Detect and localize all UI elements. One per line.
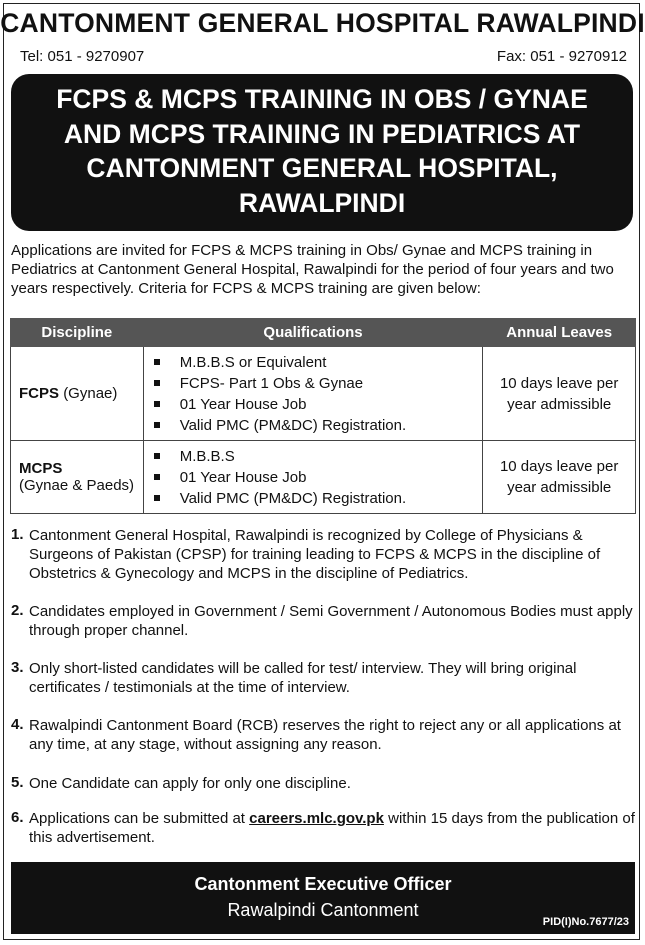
leave-line: 10 days leave per — [499, 374, 619, 392]
careers-link[interactable]: careers.mlc.gov.pk — [249, 810, 384, 827]
item-number: 2. — [11, 602, 24, 619]
criteria-table — [10, 318, 636, 514]
table-row — [11, 441, 636, 514]
list-item — [11, 659, 635, 697]
bullet-icon — [154, 359, 160, 365]
bullet-icon — [154, 453, 160, 459]
item-line: Surgeons of Pakistan (CPSP) for training leading to FCPS & MCPS in the discipline of — [29, 546, 601, 563]
item-line: Only short-listed candidates will be called for test/ interview. They will bring original — [29, 660, 577, 677]
item-number: 5. — [11, 774, 24, 791]
officer-location: Rawalpindi Cantonment — [227, 900, 419, 920]
item-number: 1. — [11, 526, 24, 543]
fax-number: Fax: 051 - 9270912 — [496, 48, 627, 65]
list-item — [11, 809, 635, 847]
footer-block — [11, 862, 635, 934]
intro-paragraph — [11, 241, 635, 298]
qualification-item: M.B.B.S or Equivalent — [154, 352, 483, 373]
leave-line: year admissible — [507, 395, 612, 413]
item-line: Rawalpindi Cantonment Board (RCB) reserves the right to reject any or all applications at — [29, 717, 621, 734]
intro-line: years respectively. Criteria for FCPS & MCPS training are given below: — [11, 280, 481, 297]
telephone-number: Tel: 051 - 9270907 — [20, 48, 145, 65]
item-line: One Candidate can apply for only one discipline. — [29, 775, 351, 792]
header-qualifications: Qualifications — [143, 319, 483, 347]
discipline-cell — [11, 441, 144, 514]
bullet-icon — [154, 422, 160, 428]
table-row — [11, 347, 636, 441]
table-header-row — [11, 319, 636, 347]
list-item — [11, 602, 635, 640]
item-number: 4. — [11, 716, 24, 733]
item-line: this advertisement. — [29, 829, 155, 846]
item-line: certificates / testimonials at the time of interview. — [29, 679, 350, 696]
list-item — [11, 774, 635, 793]
discipline-name: MCPS — [19, 460, 63, 477]
item-line: Cantonment General Hospital, Rawalpindi is recognized by College of Physicians & — [29, 527, 583, 544]
bullet-icon — [154, 401, 160, 407]
qualification-item: Valid PMC (PM&DC) Registration. — [154, 488, 483, 509]
item-line: Obstetrics & Gynecology and MCPS in the discipline of Pediatrics. — [29, 565, 469, 582]
intro-line: Pediatrics at Cantonment General Hospital, Rawalpindi for the period of four years and two — [11, 261, 614, 278]
banner-line: FCPS & MCPS TRAINING IN OBS / GYNAE — [56, 84, 588, 114]
item-line: any time, at any stage, without assigning any reason. — [29, 736, 382, 753]
qualifications-cell — [143, 441, 483, 514]
item-line: Applications can be submitted at careers.mlc.gov.pk within 15 days from the publication of — [29, 810, 635, 827]
discipline-name: FCPS — [19, 385, 60, 402]
intro-line: Applications are invited for FCPS & MCPS training in Obs/ Gynae and MCPS training in — [11, 242, 593, 259]
item-line: Candidates employed in Government / Semi Government / Autonomous Bodies must apply — [29, 603, 633, 620]
leave-line: 10 days leave per — [499, 458, 619, 475]
item-number: 3. — [11, 659, 24, 676]
qualification-item: 01 Year House Job — [154, 394, 483, 415]
list-item — [11, 526, 635, 583]
discipline-cell — [11, 347, 144, 441]
item-number: 6. — [11, 809, 24, 826]
qualifications-cell — [143, 347, 483, 441]
qualification-item: M.B.B.S — [154, 446, 483, 467]
discipline-sub: (Gynae & Paeds) — [19, 477, 135, 494]
discipline-sub: (Gynae) — [63, 385, 118, 402]
bullet-icon — [154, 495, 160, 501]
item-line: through proper channel. — [29, 622, 189, 639]
header-annual-leaves: Annual Leaves — [483, 319, 636, 347]
leave-line: year admissible — [507, 479, 612, 496]
banner-line: RAWALPINDI — [238, 187, 406, 218]
hospital-title: CANTONMENT GENERAL HOSPITAL RAWALPINDI — [0, 8, 645, 38]
officer-title: Cantonment Executive Officer — [194, 874, 452, 894]
qualification-item: FCPS- Part 1 Obs & Gynae — [154, 373, 483, 394]
qualification-item: 01 Year House Job — [154, 467, 483, 488]
bullet-icon — [154, 380, 160, 386]
annual-leave-cell — [483, 441, 636, 514]
annual-leave-cell — [483, 347, 636, 441]
bullet-icon — [154, 474, 160, 480]
banner-line: AND MCPS TRAINING IN PEDIATRICS AT — [63, 118, 581, 149]
training-banner — [11, 74, 633, 231]
list-item — [11, 716, 635, 754]
pid-number: PID(I)No.7677/23 — [542, 916, 629, 928]
qualification-item: Valid PMC (PM&DC) Registration. — [154, 415, 483, 436]
header-discipline: Discipline — [11, 319, 144, 347]
banner-line: CANTONMENT GENERAL HOSPITAL, — [86, 153, 558, 183]
